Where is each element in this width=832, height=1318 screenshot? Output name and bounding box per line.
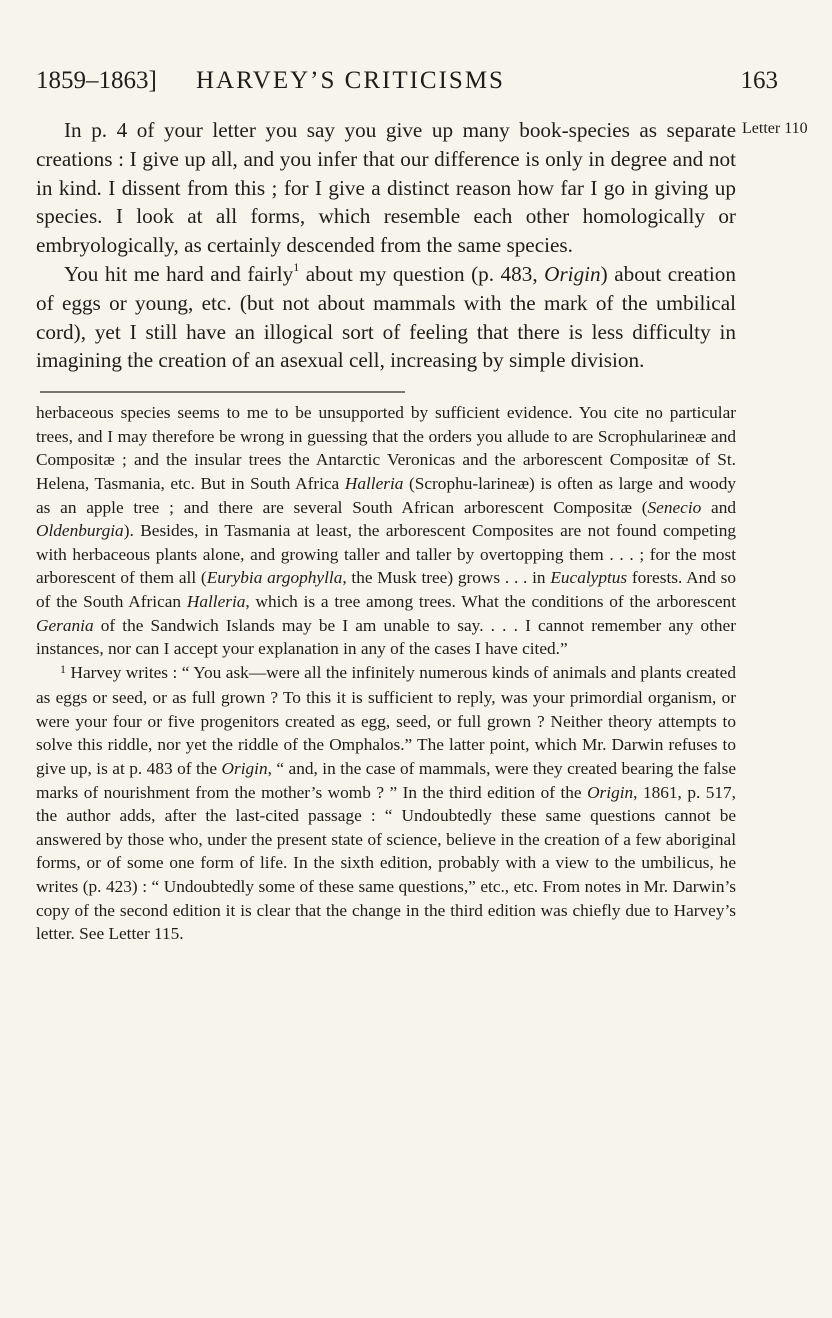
continued-text-6: forests. And so of the South African	[36, 568, 737, 611]
book-page	[36, 64, 808, 946]
header-years: 1859–1863]	[36, 67, 157, 94]
continued-text-2: (Scrophu-larineæ) is often as large and woody as an apple tree ; and there are several South African arborescent Compositæ (	[36, 473, 737, 517]
main-paragraph-2	[36, 260, 736, 375]
footnote-origin-italic-2: Origin	[587, 782, 634, 802]
footnote-1-text-3: , 1861, p. 517, the author adds, after the last-cited passage : “ Undoubtedly these same questions cannot be answered by those who, under the present state of science, believe in the creation of a few aboriginal forms, or of some one form of life. In the sixth edition, probably with a view to the umbilicus, he writes (p. 423) : “ Undoubtedly some of these same questions,” etc., etc. From notes in Mr. Darwin’s copy of the second edition it is clear that the change in the third edition was chiefly due to Harvey’s letter. See Letter 115.	[36, 782, 736, 944]
continued-text-7: , which is a tree among trees. What the conditions of the arborescent	[245, 591, 736, 611]
gerania-italic: Gerania	[36, 615, 94, 635]
page-number: 163	[740, 67, 778, 94]
footnote-1-text-2: , “ and, in the case of mammals, were they created bearing the false marks of nourishment from the mother’s womb ? ” In the third edition of the	[36, 759, 736, 802]
continued-footnote	[36, 401, 736, 661]
continued-text-1: herbaceous species seems to me to be unsupported by sufficient evidence. You cite no particular trees, and I may therefore be wrong in guessing that the orders you allude to are Scrophularineæ and Compositæ ; and the insular trees the Antarctic Veronicas and the arborescent Compositæ of St. Helena, Tasmania, etc. But in South Africa	[36, 403, 736, 493]
continued-text-8: of the Sandwich Islands may be I am unable to say. . . . I cannot remember any other instances, nor can I accept your explanation in any of the cases I have cited.”	[36, 615, 736, 659]
letter-side-note: Letter 110	[742, 120, 808, 137]
running-title: HARVEY’S CRITICISMS	[196, 67, 505, 94]
continued-text-3: and	[701, 497, 736, 517]
eurybia-italic: Eurybia argophylla	[206, 568, 343, 588]
footnotes	[36, 401, 736, 946]
footnote-origin-italic-1: Origin	[221, 759, 268, 779]
footnote-1-text-1: Harvey writes : “ You ask—were all the infinitely numerous kinds of animals and plants created as eggs or seed, or as full grown ? To this it is sufficient to reply, was your primordial organism, or were your four or five progenitors created as egg, seed, or full grown ? Neither theory attempts to solve this riddle, nor yet the riddle of the Omphalos.” The latter point, which Mr. Darwin refuses to give up, is at p. 483 of the	[36, 662, 736, 779]
continued-text-4: ). Besides, in Tasmania at least, the arborescent Composites are not found competing with herbaceous plants alone, and growing taller and taller by overtopping them . . . ; for the most arborescent of them all (	[36, 521, 736, 588]
main-paragraph-2-part-a: You hit me hard and fairly	[64, 261, 294, 286]
main-paragraph-1: In p. 4 of your letter you say you give up many book-species as separate creations : I give up all, and you infer that our difference is only in degree and not in kind. I dissent from this ; for I give a distinct reason how far I go in giving up species. I look at all forms, which resemble each other homologically or embryologically, as certainly descended from the same species.	[36, 118, 736, 258]
main-paragraph-2-part-b: about my question (p. 483,	[299, 261, 545, 286]
footnote-1-marker: 1	[60, 661, 66, 676]
footnote-1	[36, 661, 736, 946]
running-header	[36, 64, 778, 116]
footnote-reference-1: 1	[293, 259, 300, 274]
main-text	[36, 116, 808, 375]
halleria-italic-1: Halleria	[344, 473, 404, 493]
continued-text-5: , the Musk tree) grows . . . in	[342, 568, 551, 588]
senecio-italic: Senecio	[647, 497, 702, 517]
oldenburgia-italic: Oldenburgia	[36, 521, 124, 541]
footnote-divider	[40, 391, 405, 393]
eucalyptus-italic: Eucalyptus	[550, 568, 628, 588]
origin-title: Origin	[544, 261, 601, 286]
main-paragraph-2-part-c: ) about creation of eggs or young, etc. (but not about mammals with the mark of the umbilical cord), yet I still have an illogical sort of feeling that there is less difficulty in imagining the creation of an asexual cell, increasing by simple division.	[36, 261, 736, 373]
halleria-italic-2: Halleria	[186, 591, 246, 611]
